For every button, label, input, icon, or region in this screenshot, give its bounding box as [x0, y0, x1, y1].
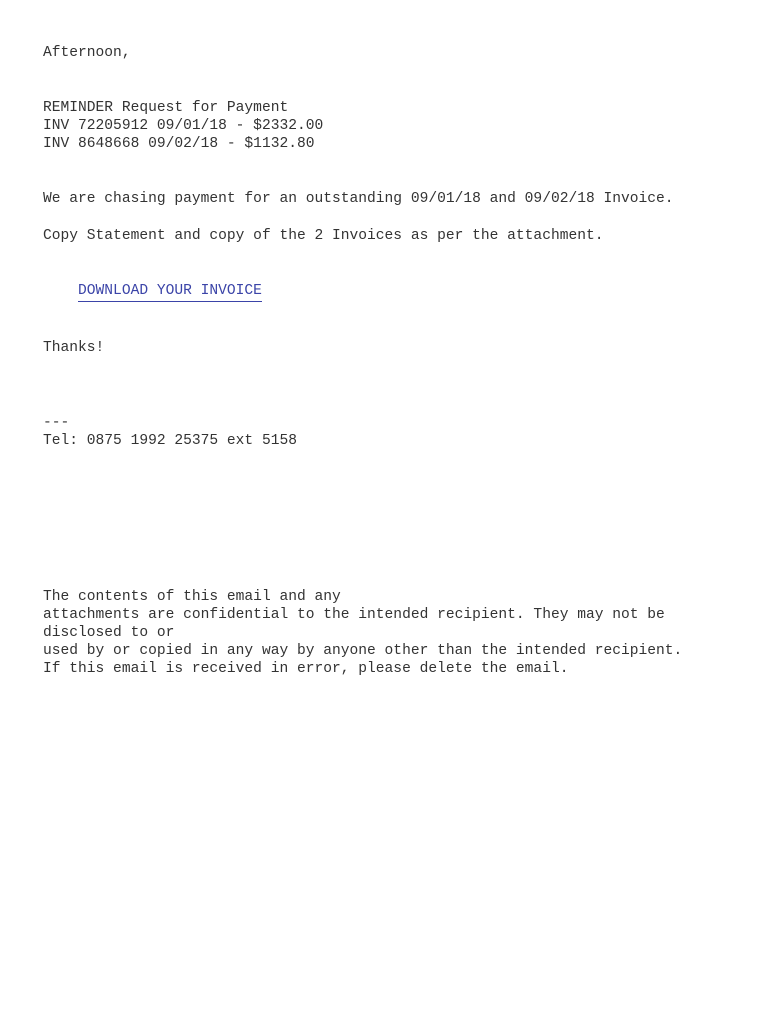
signature-tel: Tel: 0875 1992 25375 ext 5158	[43, 433, 297, 449]
spacer	[43, 153, 733, 190]
disclaimer-line: attachments are confidential to the intended recipient. They may not be	[43, 607, 665, 623]
chasing-text: We are chasing payment for an outstanding 09/01/18 and 09/02/18 Invoice.	[43, 191, 674, 207]
copy-statement-text: Copy Statement and copy of the 2 Invoices as per the attachment.	[43, 228, 604, 244]
spacer	[43, 357, 733, 414]
disclaimer-line: If this email is received in error, please delete the email.	[43, 661, 569, 677]
download-line	[43, 264, 733, 299]
signature-separator: ---	[43, 415, 70, 431]
disclaimer-line: used by or copied in any way by anyone other than the intended recipient.	[43, 643, 683, 659]
disclaimer-block	[43, 588, 733, 678]
download-invoice-link[interactable]: DOWNLOAD YOUR INVOICE	[78, 283, 262, 302]
reminder-block	[43, 99, 733, 153]
invoice-line: INV 8648668 09/02/18 - $1132.80	[43, 136, 315, 152]
reminder-title: REMINDER Request for Payment	[43, 100, 289, 116]
closing-text: Thanks!	[43, 340, 105, 356]
disclaimer-line: The contents of this email and any	[43, 589, 341, 605]
signature-block	[43, 414, 733, 450]
email-body	[43, 44, 733, 678]
spacer	[43, 450, 733, 588]
spacer	[43, 245, 733, 264]
spacer	[43, 62, 733, 99]
invoice-line: INV 72205912 09/01/18 - $2332.00	[43, 118, 324, 134]
disclaimer-line: disclosed to or	[43, 625, 175, 641]
spacer	[43, 208, 733, 227]
greeting: Afternoon,	[43, 45, 131, 61]
